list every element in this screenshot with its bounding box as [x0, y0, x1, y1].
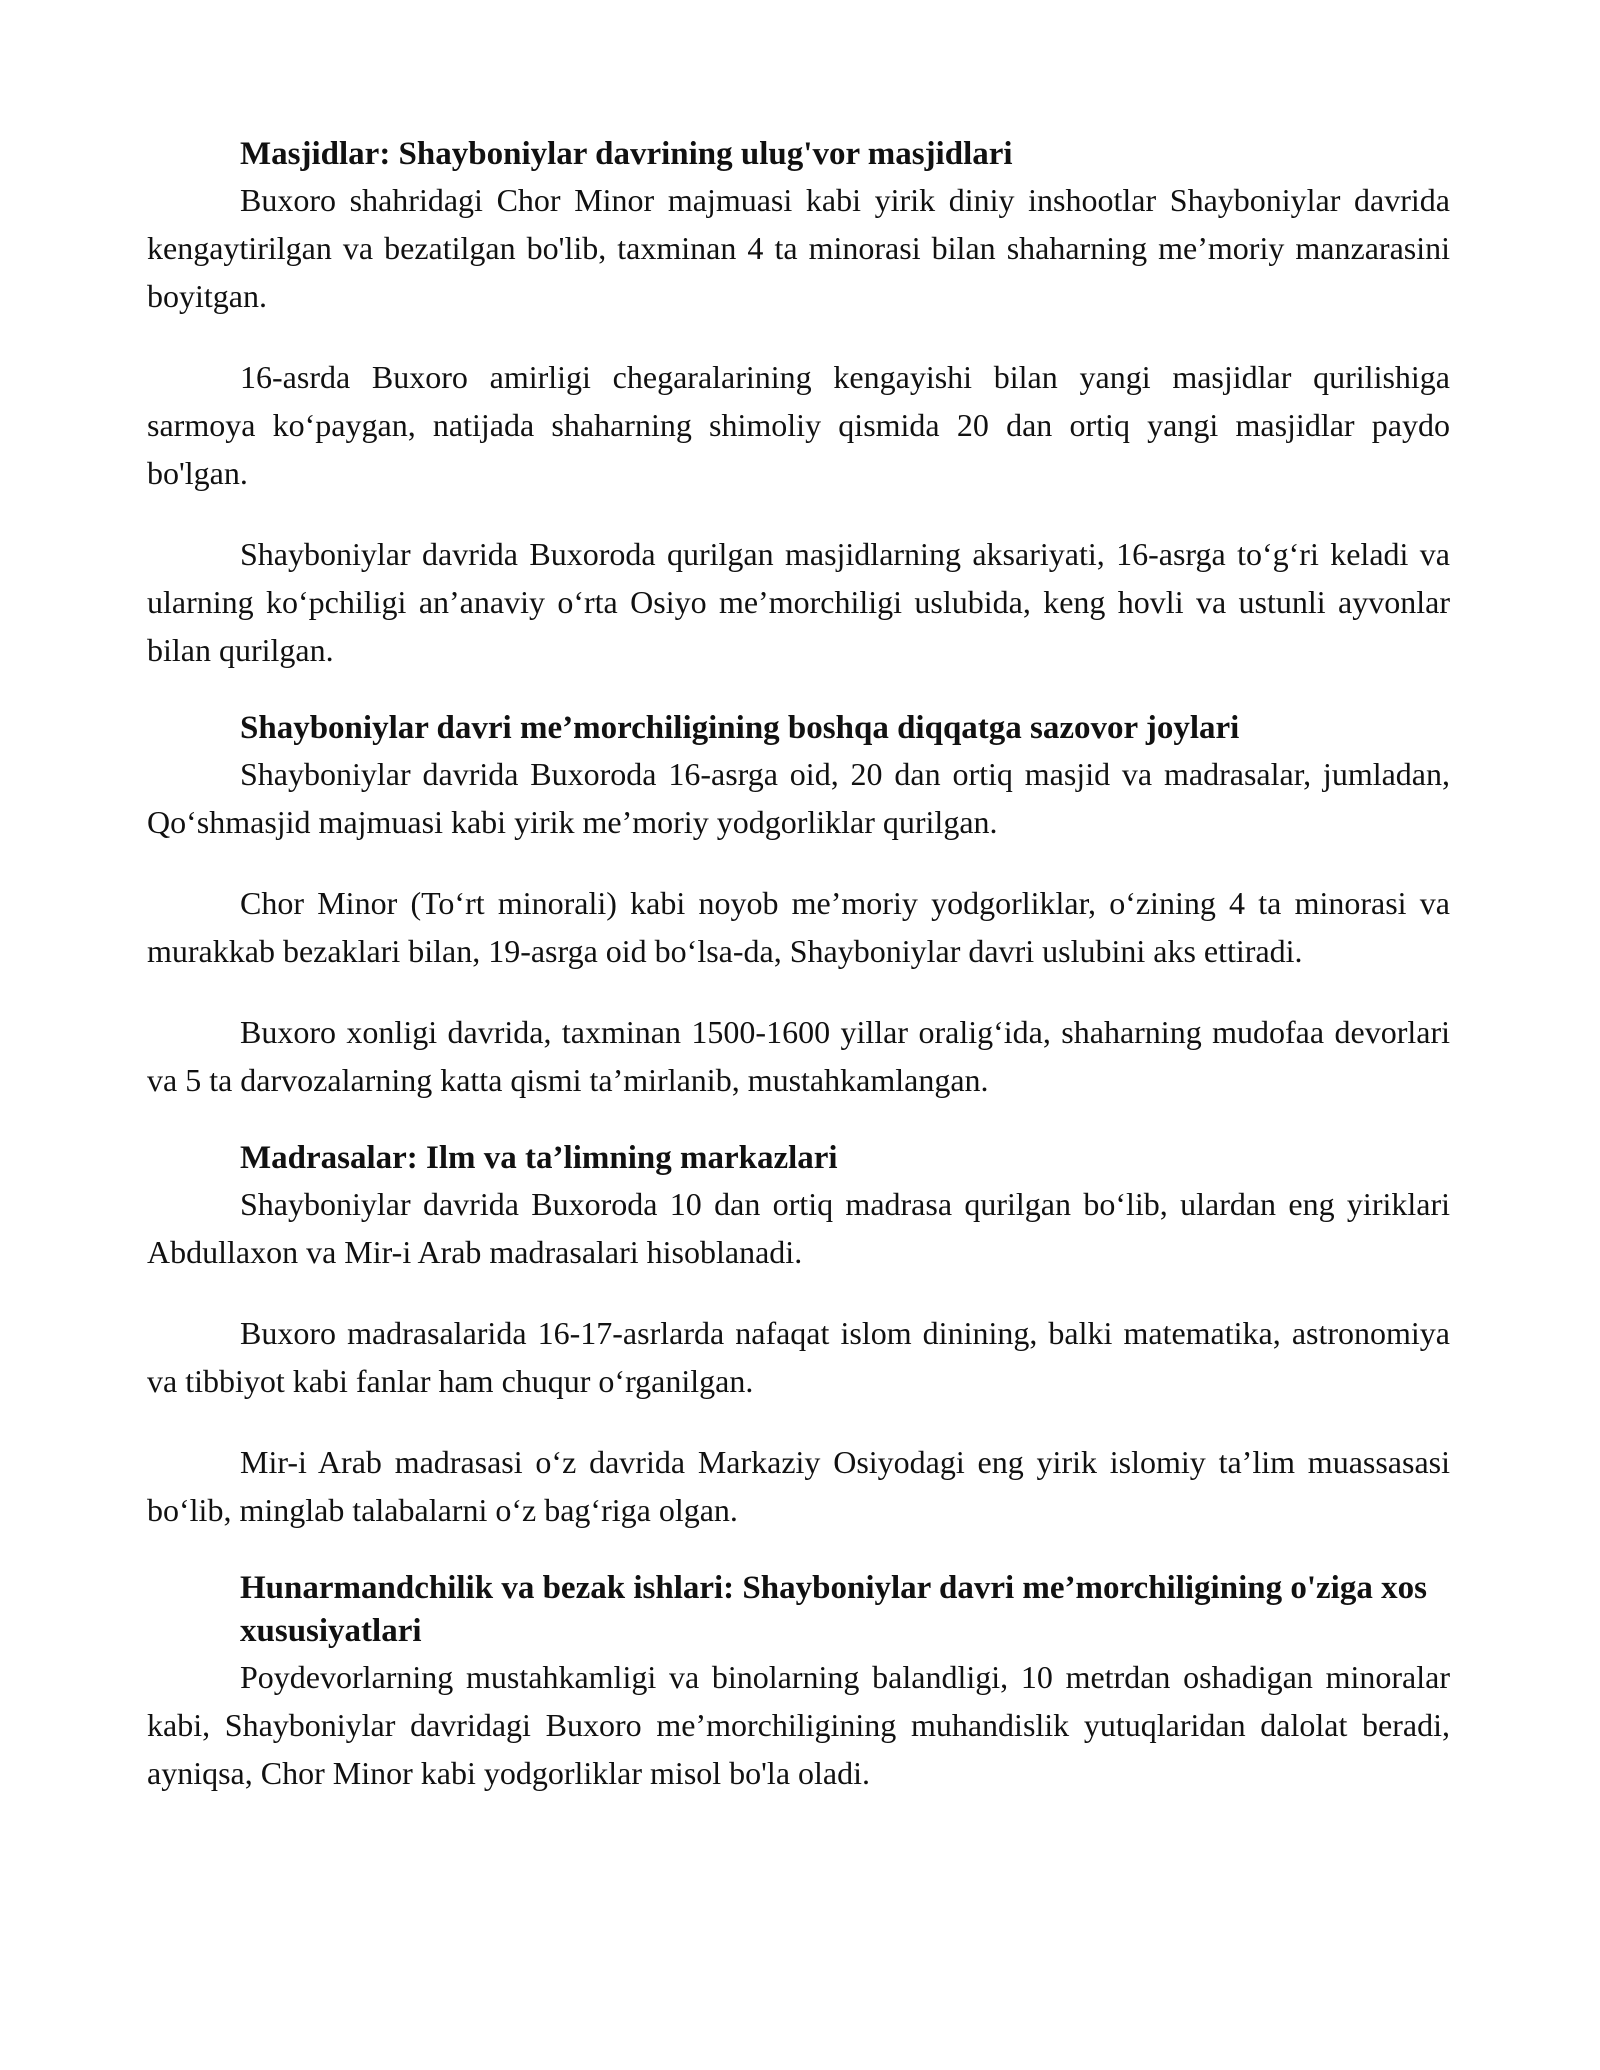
- paragraph: Buxoro madrasalarida 16-17-asrlarda nafaqat islom dinining, balki matematika, astronomiya va tibbiyot kabi fanlar ham chuqur o‘rganilgan.: [147, 1315, 1450, 1399]
- section-heading: Shayboniylar davri me’morchiligining boshqa diqqatga sazovor joylari: [240, 710, 1240, 746]
- paragraph: Buxoro xonligi davrida, taxminan 1500-1600 yillar oralig‘ida, shaharning mudofaa devorlari va 5 ta darvozalarning katta qismi ta’mirlanib, mustahkamlangan.: [147, 1014, 1450, 1098]
- paragraph: Buxoro shahridagi Chor Minor majmuasi kabi yirik diniy inshootlar Shayboniylar davrida kengaytirilgan va bezatilgan bo'lib, taxminan 4 ta minorasi bilan shaharning me’moriy manzarasini boyitgan.: [147, 182, 1450, 314]
- paragraph: Poydevorlarning mustahkamligi va binolarning balandligi, 10 metrdan oshadigan minoralar kabi, Shayboniylar davridagi Buxoro me’morchiligining muhandislik yutuqlaridan dalolat beradi, ayniqsa, Chor Minor kabi yodgorliklar misol bo'la oladi.: [147, 1659, 1450, 1791]
- document-body: [147, 133, 1450, 1830]
- section-heading: Masjidlar: Shayboniylar davrining ulug'vor masjidlari: [240, 136, 1013, 172]
- section-hunarmandchilik: [147, 1567, 1450, 1797]
- paragraph: Mir-i Arab madrasasi o‘z davrida Markaziy Osiyodagi eng yirik islomiy ta’lim muassasasi bo‘lib, minglab talabalarni o‘z bag‘riga olgan.: [147, 1444, 1450, 1528]
- paragraph: Shayboniylar davrida Buxoroda 10 dan ortiq madrasa qurilgan bo‘lib, ulardan eng yiriklari Abdullaxon va Mir-i Arab madrasalari hisoblanadi.: [147, 1186, 1450, 1270]
- paragraph: Shayboniylar davrida Buxoroda 16-asrga oid, 20 dan ortiq masjid va madrasalar, jumladan, Qo‘shmasjid majmuasi kabi yirik me’moriy yodgorliklar qurilgan.: [147, 756, 1450, 840]
- paragraph: 16-asrda Buxoro amirligi chegaralarining kengayishi bilan yangi masjidlar qurilishiga sarmoya ko‘paygan, natijada shaharning shimoliy qismida 20 dan ortiq yangi masjidlar paydo bo'lgan.: [147, 359, 1450, 491]
- section-heading: Madrasalar: Ilm va ta’limning markazlari: [240, 1140, 838, 1176]
- paragraph: Shayboniylar davrida Buxoroda qurilgan masjidlarning aksariyati, 16-asrga to‘g‘ri keladi va ularning ko‘pchiligi an’anaviy o‘rta Osiyo me’morchiligi uslubida, keng hovli va ustunli ayvonlar bilan qurilgan.: [147, 536, 1450, 668]
- section-heading: Hunarmandchilik va bezak ishlari: Shayboniylar davri me’morchiligining o'ziga xos xususiyatlari: [240, 1570, 1427, 1649]
- paragraph: Chor Minor (To‘rt minorali) kabi noyob me’moriy yodgorliklar, o‘zining 4 ta minorasi va murakkab bezaklari bilan, 19-asrga oid bo‘lsa-da, Shayboniylar davri uslubini aks ettiradi.: [147, 885, 1450, 969]
- section-diqqatga-sazovor-joylar: [147, 707, 1450, 1104]
- section-madrasalar: [147, 1137, 1450, 1534]
- section-masjidlar: [147, 133, 1450, 674]
